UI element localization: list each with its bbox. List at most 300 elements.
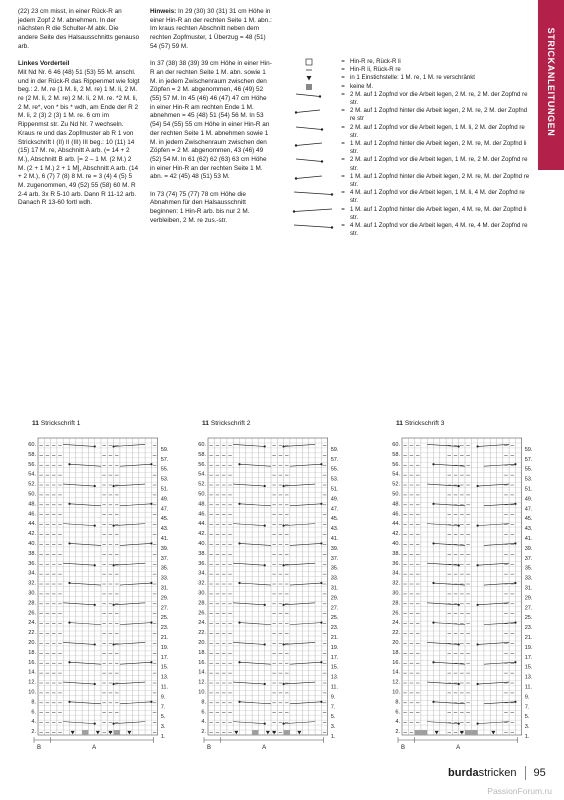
cable-dot: [283, 525, 285, 527]
cable-dot: [514, 701, 516, 703]
legend-equals: =: [341, 189, 345, 197]
row-number-left: 8.: [201, 699, 206, 706]
cable-dot: [68, 503, 70, 505]
row-number-right: 29.: [524, 595, 533, 602]
cable-dot: [458, 604, 460, 606]
row-number-left: 36.: [392, 560, 400, 567]
legend-text: Hin-R re, Rück-R li: [350, 58, 401, 65]
row-number-right: 11.: [524, 684, 533, 691]
legend-text: 1 M. auf 1 Zopfnd hinter die Arbeit legen, 2 M. re, M. der Zopfnd li str.: [350, 140, 527, 156]
row-number-right: 7.: [160, 704, 166, 711]
cable-dot: [458, 643, 460, 645]
row-number-right: 33.: [330, 575, 339, 582]
row-number-right: 55.: [160, 466, 169, 473]
page-footer: [448, 766, 546, 780]
cable-dot: [238, 701, 240, 703]
legend-row: [292, 189, 532, 205]
cable-dot: [283, 683, 285, 685]
row-number-right: 3.: [160, 724, 166, 731]
legend-symbol-icon: [292, 206, 336, 214]
cable-dot: [94, 564, 96, 566]
row-number-right: 41.: [524, 536, 533, 542]
row-number-right: 27.: [330, 605, 339, 612]
row-number-left: 22.: [198, 630, 206, 637]
legend-row: [292, 156, 532, 172]
cable-dot: [68, 542, 70, 544]
footer-divider: [525, 766, 526, 780]
row-number-right: 27.: [524, 605, 533, 612]
row-number-right: 19.: [160, 644, 169, 651]
row-number-left: 48.: [392, 501, 400, 508]
row-number-right: 57.: [524, 456, 533, 463]
row-number-left: 16.: [198, 659, 206, 666]
cable-dot: [238, 622, 240, 624]
row-number-left: 24.: [28, 620, 36, 627]
cable-dot: [264, 485, 266, 487]
cable-dot: [238, 463, 240, 465]
paragraph-text: In 73 (74) 75 (77) 78 cm Höhe die Abnahmen für den Halsausschnitt beginnen: 1 Hin-R arb. bis nur 2 M. verbleiben, 2 M. re zus.-str.: [150, 190, 250, 224]
cable-dot: [477, 604, 479, 606]
cable-dot: [283, 485, 285, 487]
row-number-left: 60.: [392, 441, 400, 448]
row-number-right: 49.: [330, 496, 339, 503]
brand-name-bold: burda: [448, 766, 479, 779]
cable-dot: [283, 564, 285, 566]
page-number: 95: [533, 766, 546, 779]
row-number-right: 37.: [160, 555, 169, 562]
legend-equals: =: [341, 82, 345, 90]
row-number-left: 60.: [198, 441, 206, 448]
row-number-right: 57.: [160, 456, 169, 463]
cable-dot: [94, 604, 96, 606]
cable-dot: [94, 485, 96, 487]
legend-symbol-icon: [292, 58, 336, 66]
cable-dot: [458, 683, 460, 685]
row-number-right: 5.: [524, 714, 530, 721]
row-number-right: 5.: [330, 714, 336, 721]
row-number-right: 21.: [524, 635, 533, 641]
cable-dot: [477, 445, 479, 447]
cable-dot: [477, 485, 479, 487]
cable-dot: [113, 445, 115, 447]
cable-dot: [283, 643, 285, 645]
row-number-right: 27.: [160, 605, 169, 612]
row-number-left: 30.: [392, 590, 400, 597]
legend-symbol-icon: [292, 140, 336, 148]
row-number-left: 38.: [198, 550, 206, 557]
section-tab-label: STRICKANLEITUNGEN: [546, 27, 556, 137]
cable-dot: [458, 485, 460, 487]
row-number-right: 29.: [160, 595, 169, 602]
legend-equals: =: [341, 66, 345, 74]
chart-title-1: 11 Strickschrift 1: [32, 420, 81, 427]
no-stitch-cell: [471, 730, 477, 735]
row-number-left: 18.: [392, 649, 400, 656]
chart-title-3: 11 Strickschrift 3: [396, 420, 445, 427]
cable-dot: [264, 525, 266, 527]
row-number-left: 34.: [392, 570, 400, 577]
legend-equals: =: [341, 123, 345, 131]
paragraph-text: In 29 (30) 30 (31) 31 cm Höhe in einer Hin-R an der rechten Seite 1 M. abn.: Im kraus rechten Abschnitt neben dem rechten Zopfmuster, 1 Überzug = 48 (51) 54 (57) 59 M.: [150, 8, 272, 50]
cable-dot: [477, 683, 479, 685]
row-number-right: 47.: [160, 506, 169, 513]
row-number-right: 37.: [330, 555, 339, 562]
row-number-right: 21.: [160, 635, 169, 641]
row-number-left: 38.: [392, 550, 400, 557]
row-number-left: 44.: [198, 521, 206, 528]
legend-text: in 1 Einstichstelle: 1 M. re, 1 M. re verschränkt: [350, 74, 475, 82]
cable-dot: [264, 564, 266, 566]
no-stitch-cell: [82, 730, 88, 735]
row-number-left: 38.: [28, 550, 36, 557]
row-number-left: 44.: [28, 521, 36, 528]
row-number-left: 50.: [28, 491, 36, 498]
cable-dot: [68, 463, 70, 465]
cable-dot: [264, 445, 266, 447]
row-number-left: 30.: [198, 590, 206, 597]
cable-dot: [68, 661, 70, 663]
legend-symbol-icon: [292, 74, 336, 82]
row-number-right: 47.: [524, 506, 533, 513]
cable-dot: [458, 723, 460, 725]
row-number-left: 20.: [198, 639, 206, 646]
row-number-left: 48.: [28, 501, 36, 508]
legend-row: [292, 140, 532, 156]
cable-dot: [150, 503, 152, 505]
row-number-right: 7.: [524, 704, 530, 711]
legend-row: [292, 124, 532, 140]
row-number-left: 34.: [198, 570, 206, 577]
section-a-label: A: [92, 745, 97, 751]
legend-text: 1 M. auf 1 Zopfnd hinter die Arbeit legen, 2 M. re, M. der Zopfnd re str.: [350, 172, 530, 189]
chart-title-2: 11 Strickschrift 2: [202, 420, 251, 427]
legend-equals: =: [341, 205, 345, 213]
legend-row: [292, 222, 532, 238]
section-a-label: A: [262, 745, 267, 751]
row-number-left: 8.: [31, 699, 36, 706]
row-number-left: 8.: [395, 699, 400, 706]
cable-dot: [113, 723, 115, 725]
row-number-right: 19.: [524, 644, 533, 651]
row-number-right: 15.: [524, 664, 533, 671]
cable-dot: [150, 582, 152, 584]
cable-dot: [113, 683, 115, 685]
row-number-right: 43.: [330, 526, 339, 533]
row-number-left: 46.: [28, 511, 36, 518]
row-number-left: 24.: [392, 620, 400, 627]
cable-dot: [283, 604, 285, 606]
cable-dot: [150, 701, 152, 703]
cable-dot: [320, 503, 322, 505]
legend-equals: =: [341, 172, 345, 180]
cable-dot: [150, 542, 152, 544]
row-number-left: 30.: [28, 590, 36, 597]
row-number-left: 32.: [198, 580, 206, 587]
cable-dot: [514, 542, 516, 544]
row-number-left: 60.: [28, 441, 36, 448]
cable-dot: [264, 723, 266, 725]
row-number-right: 25.: [330, 615, 339, 622]
row-number-right: 53.: [330, 476, 339, 483]
row-number-right: 23.: [524, 625, 533, 632]
row-number-right: 35.: [524, 565, 533, 572]
legend-text: Hin-R li, Rück-R re: [350, 66, 401, 74]
row-number-left: 10.: [28, 689, 36, 696]
row-number-right: 11.: [330, 684, 339, 691]
row-number-left: 54.: [392, 471, 400, 478]
row-number-right: 33.: [524, 575, 533, 582]
cable-dot: [283, 723, 285, 725]
row-number-right: 7.: [330, 704, 336, 711]
row-number-left: 36.: [198, 560, 206, 567]
section-b-label: B: [37, 745, 42, 751]
row-number-left: 26.: [392, 610, 400, 617]
row-number-right: 13.: [160, 674, 169, 681]
row-number-right: 25.: [160, 615, 169, 622]
row-number-left: 54.: [198, 471, 206, 478]
cable-dot: [264, 683, 266, 685]
row-number-right: 9.: [330, 694, 336, 701]
row-number-left: 52.: [392, 481, 400, 488]
legend-symbol-icon: [292, 156, 336, 164]
row-number-left: 44.: [392, 521, 400, 528]
legend-symbol-icon: [292, 91, 336, 99]
legend-equals: =: [341, 140, 345, 148]
cable-dot: [150, 661, 152, 663]
row-number-left: 32.: [392, 580, 400, 587]
cable-dot: [94, 445, 96, 447]
row-number-left: 16.: [28, 659, 36, 666]
row-number-left: 20.: [28, 639, 36, 646]
cable-dot: [238, 661, 240, 663]
row-number-left: 18.: [28, 649, 36, 656]
cable-dot: [94, 723, 96, 725]
cable-dot: [432, 542, 434, 544]
legend-text: 2 M. auf 1 Zopfnd hinter die Arbeit legen, 2 M. re, 2 M. der Zopfnd re str: [350, 107, 528, 123]
row-number-left: 54.: [28, 471, 36, 478]
row-number-left: 10.: [198, 689, 206, 696]
row-number-right: 3.: [524, 724, 530, 731]
row-number-right: 45.: [524, 516, 533, 523]
no-stitch-cell: [252, 730, 258, 735]
legend-equals: =: [341, 156, 345, 164]
cable-dot: [94, 643, 96, 645]
legend-text: 2 M. auf 1 Zopfnd vor die Arbeit legen, 1 M. re, 2 M. der Zopfnd re str.: [350, 156, 528, 172]
no-stitch-cell: [421, 730, 427, 735]
row-number-left: 46.: [392, 511, 400, 518]
cable-dot: [320, 542, 322, 544]
cable-dot: [68, 622, 70, 624]
cable-dot: [113, 643, 115, 645]
cable-dot: [150, 622, 152, 624]
row-number-right: 13.: [330, 674, 339, 681]
legend-equals: =: [341, 90, 345, 98]
instructions-column-2: [150, 8, 272, 234]
paragraph-heading: Hinweis:: [150, 8, 177, 15]
legend-row: [292, 74, 532, 82]
symbol-legend: [292, 58, 532, 238]
row-number-left: 34.: [28, 570, 36, 577]
row-number-right: 41.: [330, 536, 339, 542]
row-number-left: 40.: [28, 540, 36, 547]
row-number-right: 31.: [524, 585, 533, 592]
cable-dot: [113, 564, 115, 566]
row-number-left: 14.: [392, 669, 400, 676]
row-number-left: 28.: [392, 600, 400, 607]
row-number-right: 5.: [160, 714, 166, 721]
row-number-left: 50.: [198, 491, 206, 498]
section-b-label: B: [207, 745, 212, 751]
row-number-right: 59.: [524, 446, 533, 453]
legend-row: [292, 58, 532, 66]
row-number-right: 31.: [330, 585, 339, 592]
row-number-left: 6.: [395, 709, 400, 716]
row-number-right: 37.: [524, 555, 533, 562]
no-stitch-cell: [114, 730, 120, 735]
row-number-left: 56.: [28, 461, 36, 468]
legend-row: [292, 206, 532, 222]
row-number-right: 3.: [330, 724, 336, 731]
row-number-right: 55.: [330, 466, 339, 473]
instructions-column-1: [18, 8, 140, 217]
cable-dot: [477, 643, 479, 645]
cable-dot: [320, 622, 322, 624]
row-number-right: 43.: [160, 526, 169, 533]
row-number-right: 49.: [160, 496, 169, 503]
row-number-right: 41.: [160, 536, 169, 542]
row-number-left: 22.: [28, 630, 36, 637]
cable-dot: [432, 503, 434, 505]
legend-equals: =: [341, 74, 345, 82]
col2-paragraph: [150, 191, 272, 226]
row-number-left: 16.: [392, 659, 400, 666]
row-number-right: 23.: [330, 625, 339, 632]
section-b-label: B: [401, 745, 406, 751]
row-number-right: 51.: [524, 486, 533, 493]
cable-dot: [113, 525, 115, 527]
row-number-right: 51.: [330, 486, 339, 493]
col1-paragraph: [18, 8, 140, 52]
cable-dot: [514, 582, 516, 584]
legend-text: 4 M. auf 1 Zopfnd vor die Arbeit legen, 1 M. li, 4 M. der Zopfnd re str.: [350, 189, 525, 205]
row-number-right: 59.: [330, 446, 339, 453]
row-number-right: 29.: [330, 595, 339, 602]
no-stitch-cell: [284, 730, 290, 735]
row-number-right: 43.: [524, 526, 533, 533]
legend-row: [292, 91, 532, 107]
col2-paragraph: [150, 8, 272, 52]
row-number-left: 58.: [392, 451, 400, 458]
row-number-left: 12.: [28, 679, 36, 686]
row-number-left: 52.: [28, 481, 36, 488]
row-number-left: 14.: [198, 669, 206, 676]
row-number-left: 6.: [201, 709, 206, 716]
cable-dot: [458, 445, 460, 447]
legend-symbol-icon: [292, 107, 336, 115]
row-number-left: 12.: [392, 679, 400, 686]
cable-dot: [477, 723, 479, 725]
cable-dot: [113, 604, 115, 606]
legend-symbol-icon: [292, 173, 336, 181]
cable-dot: [68, 701, 70, 703]
row-number-right: 9.: [524, 694, 530, 701]
section-tab: [538, 0, 564, 170]
legend-row: [292, 66, 532, 74]
legend-text: 4 M. auf 1 Zopfnd vor die Arbeit legen, 4 M. re, 4 M. der Zopfnd re str.: [350, 222, 528, 238]
cable-dot: [113, 485, 115, 487]
legend-symbol-icon: [292, 124, 336, 132]
row-number-left: 20.: [392, 639, 400, 646]
row-number-left: 50.: [392, 491, 400, 498]
no-stitch-cell: [465, 730, 471, 735]
row-number-right: 21.: [330, 635, 339, 641]
row-number-left: 46.: [198, 511, 206, 518]
row-number-right: 15.: [160, 664, 169, 671]
cable-dot: [264, 604, 266, 606]
cable-dot: [264, 643, 266, 645]
row-number-right: 11.: [160, 684, 169, 691]
row-number-left: 22.: [392, 630, 400, 637]
row-number-right: 51.: [160, 486, 169, 493]
legend-symbol-icon: [292, 83, 336, 91]
row-number-right: 31.: [160, 585, 169, 592]
cable-dot: [458, 525, 460, 527]
cable-dot: [514, 463, 516, 465]
cable-dot: [432, 661, 434, 663]
cable-dot: [94, 525, 96, 527]
row-number-left: 2.: [201, 729, 206, 736]
row-number-right: 45.: [330, 516, 339, 523]
knitting-chart-1: [22, 430, 192, 755]
cable-dot: [238, 582, 240, 584]
row-number-right: 9.: [160, 694, 166, 701]
row-number-left: 26.: [28, 610, 36, 617]
cable-dot: [514, 661, 516, 663]
row-number-left: 12.: [198, 679, 206, 686]
row-number-left: 4.: [395, 719, 400, 726]
row-number-left: 42.: [392, 531, 400, 538]
watermark: PassionForum.ru: [487, 786, 552, 796]
row-number-left: 18.: [198, 649, 206, 656]
row-number-right: 13.: [524, 674, 533, 681]
row-number-left: 56.: [392, 461, 400, 468]
row-number-left: 36.: [28, 560, 36, 567]
legend-text: 1 M. auf 1 Zopfnd hinter die Arbeit legen, 4 M. re, M. der Zopfnd li str.: [350, 205, 527, 221]
legend-row: [292, 107, 532, 123]
row-number-right: 35.: [160, 565, 169, 572]
legend-text: keine M.: [350, 82, 374, 90]
row-number-right: 59.: [160, 446, 169, 453]
row-number-left: 10.: [392, 689, 400, 696]
row-number-right: 39.: [330, 545, 339, 552]
row-number-right: 1.: [524, 734, 530, 740]
row-number-right: 35.: [330, 565, 339, 572]
row-number-left: 40.: [198, 540, 206, 547]
legend-symbol-icon: [292, 66, 336, 74]
cable-dot: [320, 701, 322, 703]
row-number-left: 48.: [198, 501, 206, 508]
row-number-right: 39.: [160, 545, 169, 552]
cable-dot: [283, 445, 285, 447]
legend-equals: =: [341, 222, 345, 230]
row-number-left: 4.: [201, 719, 206, 726]
row-number-left: 58.: [198, 451, 206, 458]
row-number-right: 15.: [330, 664, 339, 671]
legend-text: 2 M. auf 1 Zopfnd vor die Arbeit legen, 2 M. re, 2 M. der Zopfnd re str.: [350, 90, 528, 107]
cable-dot: [320, 463, 322, 465]
cable-dot: [477, 525, 479, 527]
row-number-right: 39.: [524, 545, 533, 552]
